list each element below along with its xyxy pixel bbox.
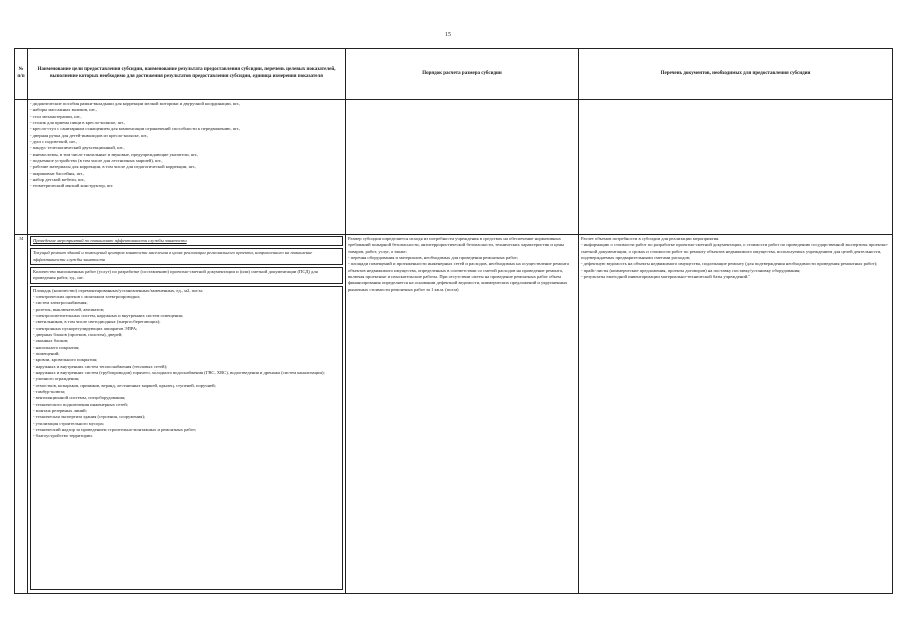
list-item: - технического подключения инженерных сетей; <box>33 401 128 407</box>
list-item: - дверная ручка для детей-инвалидов из кресло-коляске, шт., <box>30 132 149 138</box>
documents-paragraph: Расчет объемов потребности в субсидии для реализации мероприятия. <box>581 236 720 241</box>
cell-documents <box>579 235 893 594</box>
cell-equipment-list <box>28 100 346 235</box>
header-purpose: Наименование цели предоставления субсидии, наименование результата предоставления субсидии, перечень целевых показателей, выполнение которых необходимо для достижения результатов предоставления субсидии, единица измерения показателя <box>28 49 346 100</box>
purpose-result: Текущий ремонт зданий и помещений центров занятости населения в целях реализации регионального проекта, направленного на повышение эффективности службы занятости <box>30 248 343 265</box>
list-item: - светильников, в том числе светодиодных (энергосберегающих); <box>33 319 161 325</box>
documents-paragraph: - прайс-листы (коммерческие предложения, проекты договоров) на поставку поставку/установку оборудования; <box>581 267 801 273</box>
row-number: 34 <box>15 235 28 594</box>
list-item: - монтаж резервных линий; <box>33 407 87 413</box>
list-item: - дидактические пособия рамки-вкладыши для коррекции мелкой моторики и двуручной координации, шт., <box>30 101 241 106</box>
cell-purpose <box>28 235 346 594</box>
purpose-title: Проведение мероприятий по повышению эффективности службы занятости <box>30 236 343 246</box>
header-calculation: Порядок расчета размера субсидии <box>346 49 579 100</box>
indicator-repair-list <box>30 286 343 590</box>
list-item: - кресло-стул с санитарным оснащением для компенсации ограничений способности к передвижению, шт., <box>30 126 241 132</box>
cell-calculation <box>346 235 579 594</box>
list-item: - электронных пускорегулирующих аппаратов ЭПРА; <box>33 325 138 331</box>
documents-paragraph: - информацию о стоимости работ по разработке проектно-сметной документации, о стоимости работ по проведению государственной экспертизы проектно-сметной документации, о сроках и стоимости работ по ремонту объектов недвижимого имущества, используемых учреждением для целей деятельности, подтверждаемых предварительными сметами расходов; <box>581 242 889 260</box>
list-item: - электрических щитков с монтажом электропроводки; <box>33 293 141 299</box>
table-row-34 <box>15 235 893 594</box>
list-item: - благоустройство территории. <box>33 433 93 439</box>
list-item: - техническая экспертиза здания (строения, сооружения); <box>33 414 146 420</box>
list-item: - геометрический мягкий конструктор, шт. <box>30 183 114 189</box>
list-item: - рабочие материалы для коррекции, в том числе для педагогической коррекции, шт., <box>30 164 197 170</box>
cell-number-empty <box>15 100 28 235</box>
list-item: - напольного покрытия; <box>33 344 80 350</box>
table-row-continued <box>15 100 893 235</box>
list-item: - розеток, выключателей, автоматов; <box>33 306 105 312</box>
list-item: - столик для приема пищи в кресло-коляске, шт., <box>30 119 126 125</box>
list-item: - систем электроснабжения; <box>33 300 88 306</box>
list-item: - душ с подсветкой, шт., <box>30 138 77 144</box>
documents-paragraph: - результаты ежегодной инвентаризации материально-технической базы учреждений." <box>581 273 751 279</box>
list-item: - отмостков, козырьков, приямков, веранд, лестничных маршей, крылец, ступеней, поручней; <box>33 382 216 388</box>
subsidy-table <box>14 48 893 594</box>
list-item: - тамбур-шлюза; <box>33 388 66 394</box>
calculation-paragraph: - площади помещений и протяженности инженерных сетей и расходов, необходимых на осуществление ремонта объектов недвижимого имущества, определенных в соответствии со сметой расходов на проведение ремонта, включая проектные и изыскательские работы. При отсутствии сметы на проведение ремонтных работ объем финансирования определяется на основании дефектной ведомости, коммерческих предложений и укрупненных рыночных стоимости ремонтных работ за 1 кв.м. (пог.м) <box>348 261 569 292</box>
documents-paragraph: - дефектную ведомость на объекты недвижимого имущества, подлежащие ремонту (для подтверждения необходимости проведения ремонтных работ); <box>581 261 878 267</box>
header-number: № п/п <box>15 49 28 100</box>
calculation-paragraph: Размер субсидии определяется исходя из потребности учреждения в средствах на обеспечение нормативных требований пожарной безопасности, антитеррористической безопасности, технических характеристик и цены товаров, работ, услуг, а также: <box>348 236 565 254</box>
list-item: - наборы массажных валиков, шт., <box>30 107 97 113</box>
list-item: - электроосветительных систем, наружных и внутренних систем освещения; <box>33 312 184 318</box>
list-item: - мнемосхемы, в том числе тактильные и звуковые, предупреждающие указатели, шт., <box>30 151 199 157</box>
list-item: - технический надзор за проведением строительно-монтажных и ремонтных работ; <box>33 426 197 432</box>
table-header-row <box>15 49 893 100</box>
cell-calculation-empty <box>346 100 579 235</box>
list-item: - уличного ограждения; <box>33 376 80 382</box>
list-item: Площадь (количество) отремонтированных/установленных/замененных, ед., м2, пог.м: <box>33 287 204 293</box>
list-item: - шариковые бассейны, шт., <box>30 170 85 176</box>
list-item: - помещений; <box>33 350 60 356</box>
page-number: 15 <box>445 32 451 38</box>
header-documents: Перечень документов, необходимых для предоставления субсидии <box>579 49 893 100</box>
list-item: - стол механотерапии, шт., <box>30 113 82 119</box>
list-item: - оконных блоков; <box>33 338 69 344</box>
calculation-paragraph: - перечня оборудования и материалов, необходимых для проведения ремонтных работ; <box>348 254 519 260</box>
cell-documents-empty <box>579 100 893 235</box>
list-item: - набор детской мебели, шт., <box>30 176 86 182</box>
list-item: - вентиляционной системы, спецоборудования; <box>33 395 126 401</box>
indicator-psd: Количество выполненных работ (услуг) по разработке (составлению) проектно-сметной документации и (или) сметной документации (ПСД) для проведения работ, ед., шт. <box>30 267 343 284</box>
list-item: - наружных и внутренних систем теплоснабжения (тепловых сетей); <box>33 363 168 369</box>
list-item: - дверных блоков (проемов, полотен), дверей; <box>33 331 123 337</box>
list-item: - утилизация строительного мусора; <box>33 420 104 426</box>
list-item: - подъемное устройство (в том числе для лестничных маршей), шт., <box>30 157 163 163</box>
list-item: - наружных и внутренних систем (трубопроводов) горячего, холодного водоснабжения (ГВС, ХВС), водоотведения и дренажа (систем канализации); <box>33 369 325 375</box>
list-item: - кровли, кровельного покрытия; <box>33 357 98 363</box>
list-item: - пандус телескопический двухсекционный, шт., <box>30 145 125 151</box>
